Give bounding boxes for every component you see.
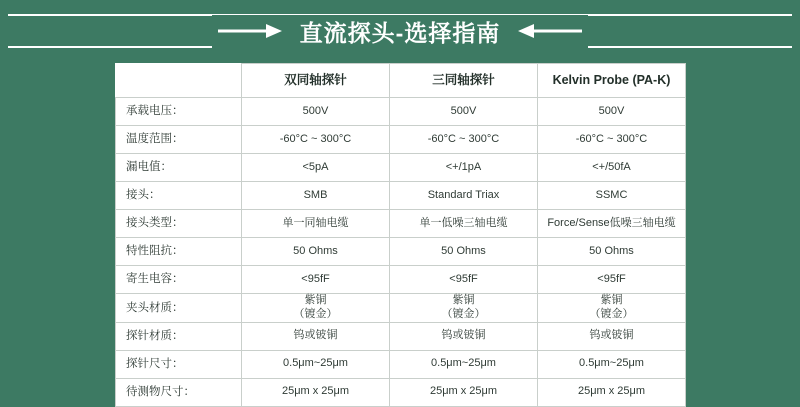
table-row bbox=[116, 294, 686, 323]
cell-value: 500V bbox=[538, 98, 686, 126]
cell-value: 钨或铍铜 bbox=[390, 322, 538, 350]
cell-value: 25μm x 25μm bbox=[538, 378, 686, 406]
cell-value: 单一低噪三轴电缆 bbox=[390, 210, 538, 238]
cell-line-1: 紫铜 bbox=[304, 294, 327, 306]
row-label: 探针材质： bbox=[116, 322, 242, 350]
cell-value: 50 Ohms bbox=[538, 238, 686, 266]
cell-line-1: 紫铜 bbox=[452, 294, 475, 306]
table-row bbox=[116, 126, 686, 154]
column-header-kelvin: Kelvin Probe (PA-K) bbox=[538, 64, 686, 98]
cell-value: 0.5μm~25μm bbox=[390, 350, 538, 378]
spec-table bbox=[115, 63, 686, 407]
cell-value bbox=[390, 294, 538, 323]
cell-value: <5pA bbox=[242, 154, 390, 182]
cell-line-2: （镀金） bbox=[441, 307, 486, 320]
cell-value: 25μm x 25μm bbox=[390, 378, 538, 406]
table-header-row bbox=[116, 64, 686, 98]
cell-line-1: 紫铜 bbox=[600, 294, 623, 306]
cell-value: Standard Triax bbox=[390, 182, 538, 210]
column-header-dual-coax: 双同轴探针 bbox=[242, 64, 390, 98]
cell-value: -60°C ~ 300°C bbox=[242, 126, 390, 154]
row-label: 接头类型： bbox=[116, 210, 242, 238]
row-label: 待测物尺寸： bbox=[116, 378, 242, 406]
cell-value: <95fF bbox=[390, 266, 538, 294]
table-row bbox=[116, 378, 686, 406]
table-row bbox=[116, 154, 686, 182]
table-corner-cell bbox=[116, 64, 242, 98]
cell-value: <+/50fA bbox=[538, 154, 686, 182]
cell-value bbox=[242, 294, 390, 323]
cell-value: <+/1pA bbox=[390, 154, 538, 182]
row-label: 探针尺寸： bbox=[116, 350, 242, 378]
header bbox=[0, 0, 800, 62]
cell-value: 25μm x 25μm bbox=[242, 378, 390, 406]
table-row bbox=[116, 322, 686, 350]
row-label: 特性阻抗： bbox=[116, 238, 242, 266]
cell-value: 钨或铍铜 bbox=[538, 322, 686, 350]
column-header-triax: 三同轴探针 bbox=[390, 64, 538, 98]
cell-value: -60°C ~ 300°C bbox=[390, 126, 538, 154]
row-label: 接头： bbox=[116, 182, 242, 210]
cell-value: <95fF bbox=[242, 266, 390, 294]
row-label: 温度范围： bbox=[116, 126, 242, 154]
cell-value: SMB bbox=[242, 182, 390, 210]
arrow-right-icon bbox=[218, 23, 284, 39]
cell-value: 钨或铍铜 bbox=[242, 322, 390, 350]
cell-value: -60°C ~ 300°C bbox=[538, 126, 686, 154]
table-body bbox=[116, 98, 686, 407]
arrow-left-icon bbox=[516, 23, 582, 39]
cell-line-2: （镀金） bbox=[589, 307, 634, 320]
cell-value: Force/Sense低噪三轴电缆 bbox=[538, 210, 686, 238]
cell-value: <95fF bbox=[538, 266, 686, 294]
table-row bbox=[116, 182, 686, 210]
cell-value: 0.5μm~25μm bbox=[538, 350, 686, 378]
cell-value: 50 Ohms bbox=[242, 238, 390, 266]
table-row bbox=[116, 350, 686, 378]
table-row bbox=[116, 238, 686, 266]
cell-value: SSMC bbox=[538, 182, 686, 210]
cell-value: 500V bbox=[242, 98, 390, 126]
cell-value: 0.5μm~25μm bbox=[242, 350, 390, 378]
row-label: 夹头材质： bbox=[116, 294, 242, 323]
table-header bbox=[116, 64, 686, 98]
table-row bbox=[116, 210, 686, 238]
row-label: 承载电压： bbox=[116, 98, 242, 126]
cell-value: 500V bbox=[390, 98, 538, 126]
cell-value: 单一同轴电缆 bbox=[242, 210, 390, 238]
cell-line-2: （镀金） bbox=[293, 307, 338, 320]
cell-value bbox=[538, 294, 686, 323]
page-title: 直流探头-选择指南 bbox=[299, 19, 501, 46]
table-row bbox=[116, 98, 686, 126]
spec-table-wrap bbox=[115, 63, 685, 407]
row-label: 寄生电容： bbox=[116, 266, 242, 294]
title-wrap bbox=[212, 15, 589, 48]
cell-value: 50 Ohms bbox=[390, 238, 538, 266]
row-label: 漏电值： bbox=[116, 154, 242, 182]
table-row bbox=[116, 266, 686, 294]
